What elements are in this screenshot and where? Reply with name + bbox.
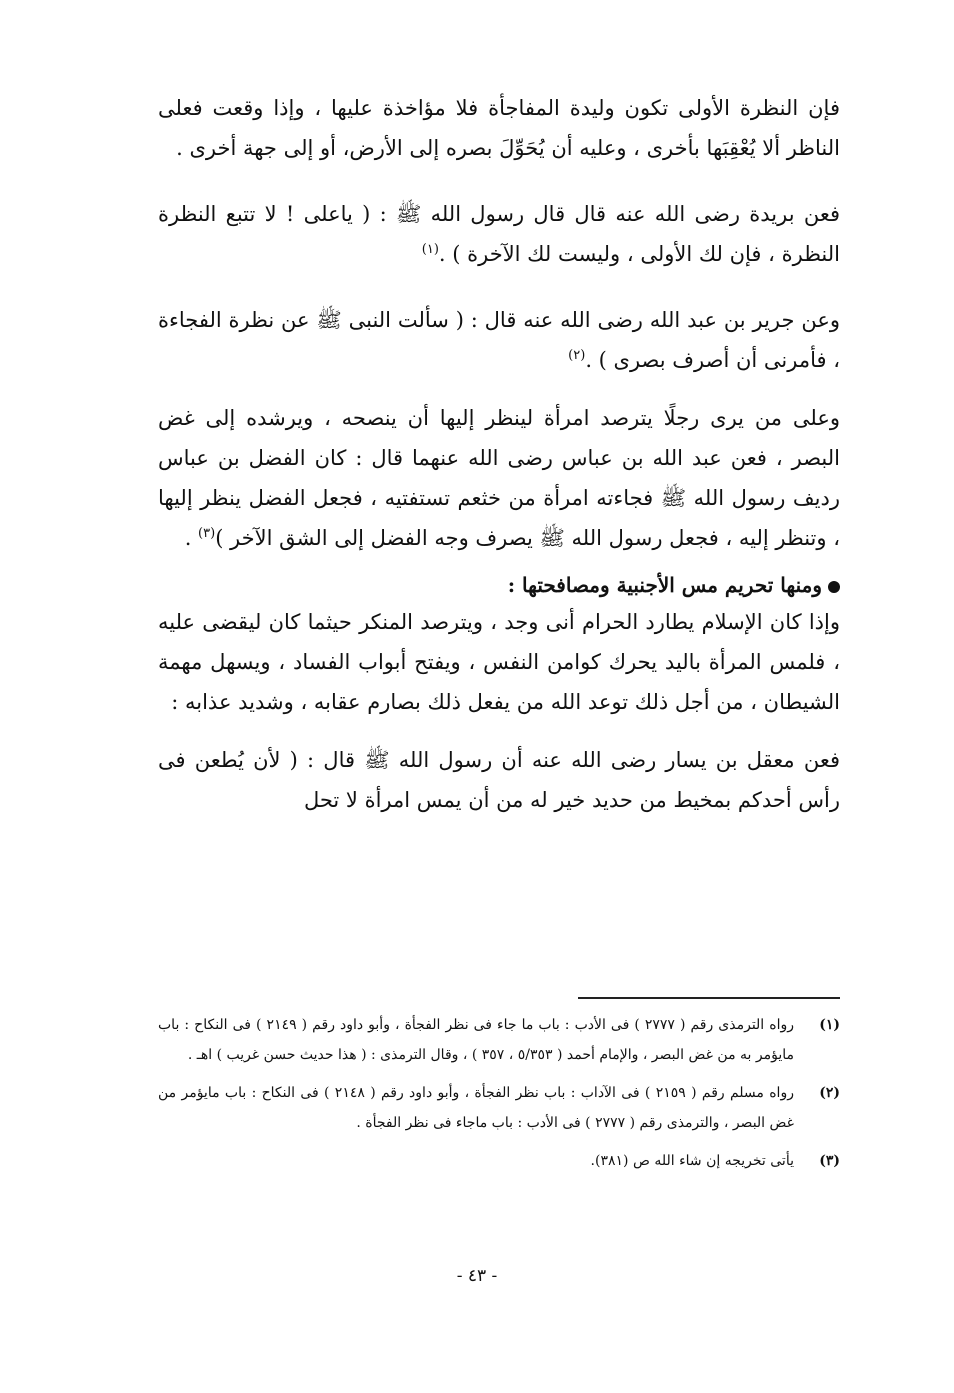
paragraph-3 xyxy=(158,300,840,380)
paragraph-6-text: فعن معقل بن يسار رضى الله عنه أن رسول الله ﷺ قال : ( لأن يُطعن فى رأس أحدكم بمخيط من حديد خير له من أن يمس امرأة لا تحل xyxy=(158,748,840,812)
section-heading xyxy=(158,568,840,602)
footnote-text: رواه مسلم رقم ( ٢١٥٩ ) فى الآداب : باب نظر الفجأة ، وأبو داود رقم ( ٢١٤٨ ) فى النكاح : باب مايؤمر من غض البصر ، والترمذى رقم ( ٢٧٧٧ ) فى الأدب : باب ماجاء فى نظر الفجأة . xyxy=(158,1085,794,1131)
footnote-2 xyxy=(158,1078,840,1138)
paragraph-5 xyxy=(158,602,840,722)
paragraph-4-text: وعلى من يرى رجلًا يترصد امرأة لينظر إليها أن ينصحه ، ويرشده إلى غض البصر ، فعن عبد الله بن عباس رضى الله عنهما قال : كان الفضل بن عباس رديف رسول الله ﷺ فجاءته امرأة من خثعم تستفتيه ، فجعل الفضل ينظر إليها ، وتنظر إليه ، فجعل رسول الله ﷺ يصرف وجه الفضل إلى الشق الآخر ) xyxy=(158,406,840,550)
footnote-ref-2[interactable]: (٢) xyxy=(568,348,586,363)
footnote-1 xyxy=(158,1010,840,1070)
footnote-ref-1[interactable]: (١) xyxy=(421,242,439,257)
footnote-ref-3[interactable]: (٣) xyxy=(198,526,216,541)
footnote-number: (٣) xyxy=(819,1153,840,1169)
paragraph-1-text: فإن النظرة الأولى تكون وليدة المفاجأة فلا مؤاخذة عليها ، وإذا وقعت فعلى الناظر ألا يُعْقِبَها بأخرى ، وعليه أن يُحَوِّلَ بصره إلى الأرض، أو إلى جهة أخرى . xyxy=(158,96,840,160)
paragraph-3-text: وعن جرير بن عبد الله رضى الله عنه قال : ( سألت النبى ﷺ عن نظرة الفجاءة ، فأمرنى أن أصرف بصرى ) . xyxy=(158,308,840,372)
paragraph-5-text: وإذا كان الإسلام يطارد الحرام أنى وجد ، ويترصد المنكر حيثما كان ليقضى عليه ، فلمس المرأة باليد يحرك كوامن النفس ، ويفتح أبواب الفساد ، ويسهل مهمة الشيطان ، من أجل ذلك توعد الله من يفعل ذلك بصارم عقابه ، وشديد عذابه : xyxy=(158,610,840,714)
footnotes xyxy=(158,1010,840,1184)
footnote-3 xyxy=(158,1146,840,1176)
paragraph-6 xyxy=(158,740,840,820)
footnote-number: (٢) xyxy=(819,1085,840,1101)
footnote-text: يأتى تخريجه إن شاء الله ص (٣٨١). xyxy=(590,1153,794,1169)
page-number: - ٤٣ - xyxy=(456,1266,498,1286)
footnote-divider xyxy=(578,997,840,999)
bullet-icon xyxy=(828,581,840,593)
footnote-text: رواه الترمذى رقم ( ٢٧٧٧ ) فى الأدب : باب ما جاء فى نظر الفجأة ، وأبو داود رقم ( ٢١٤٩ ) فى النكاح : باب مايؤمر به من غض البصر ، والإمام أحمد ( ٥/٣٥٣ ، ٣٥٧ ) ، وقال الترمذى : ( هذا حديث حسن غريب ) اهـ . xyxy=(158,1017,794,1063)
paragraph-4-end: . xyxy=(184,526,199,550)
paragraph-4 xyxy=(158,398,840,558)
paragraph-2 xyxy=(158,194,840,274)
paragraph-2-text: فعن بريدة رضى الله عنه قال قال رسول الله ﷺ : ( ياعلى ! لا تتبع النظرة النظرة ، فإن لك الأولى ، وليست لك الآخرة ) . xyxy=(158,202,840,266)
page-body xyxy=(158,88,840,820)
footnote-number: (١) xyxy=(819,1017,840,1033)
section-heading-text: ومنها تحريم مس الأجنبية ومصافحتها : xyxy=(507,573,822,597)
paragraph-1 xyxy=(158,88,840,168)
